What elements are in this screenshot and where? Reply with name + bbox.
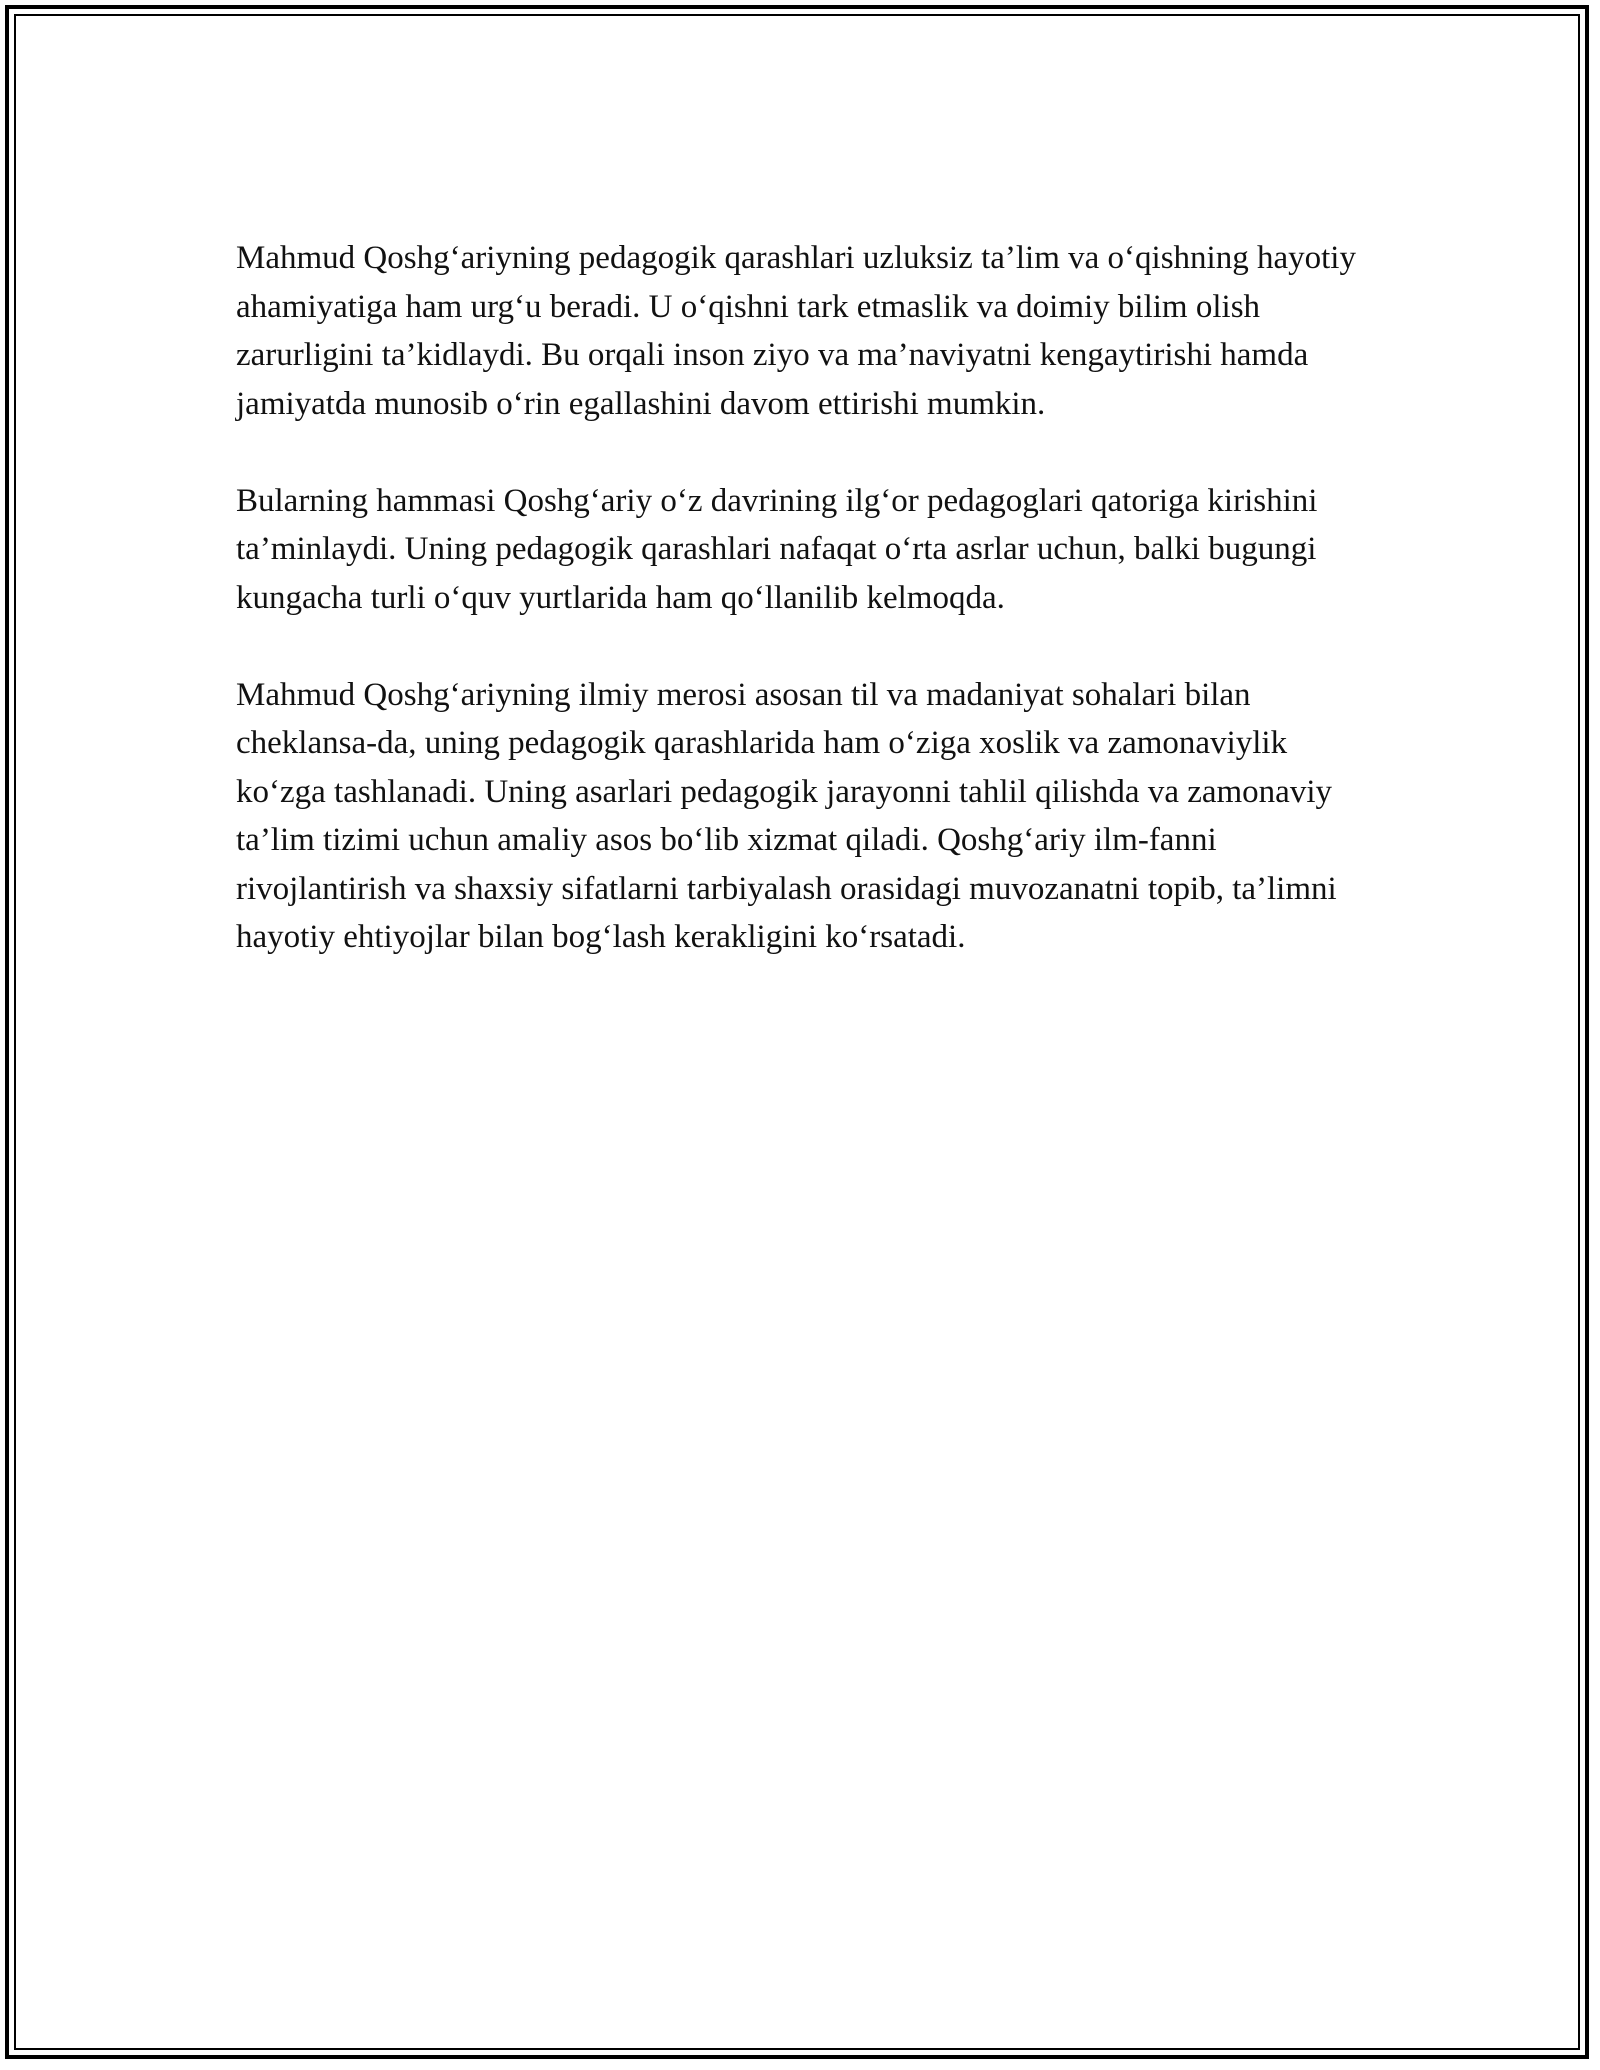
paragraph-2: Bularning hammasi Qoshg‘ariy o‘z davrining ilg‘or pedagoglari qatoriga kirishini ta’minlaydi. Uning pedagogik qarashlari nafaqat o‘rta asrlar uchun, balki bugungi kungacha turli o‘quv yurtlarida ham qo‘llanilib kelmoqda. <box>236 482 1318 616</box>
paragraph-1: Mahmud Qoshg‘ariyning pedagogik qarashlari uzluksiz ta’lim va o‘qishning hayotiy ahamiyatiga ham urg‘u beradi. U o‘qishni tark etmaslik va doimiy bilim olish zarurligini ta’kidlaydi. Bu orqali inson ziyo va ma’naviyatni kengaytirishi hamda jamiyatda munosib o‘rin egallashini davom ettirishi mumkin. <box>236 240 1356 422</box>
document-body <box>236 234 1376 1010</box>
paragraph-3: Mahmud Qoshg‘ariyning ilmiy merosi asosan til va madaniyat sohalari bilan cheklansa-da, uning pedagogik qarashlarida ham o‘ziga xoslik va zamonaviylik ko‘zga tashlanadi. Uning asarlari pedagogik jarayonni tahlil qilishda va zamonaviy ta’lim tizimi uchun amaliy asos bo‘lib xizmat qiladi. Qoshg‘ariy ilm-fanni rivojlantirish va shaxsiy sifatlarni tarbiyalash orasidagi muvozanatni topib, ta’limni hayotiy ehtiyojlar bilan bog‘lash kerakligini ko‘rsatadi. <box>236 676 1337 955</box>
